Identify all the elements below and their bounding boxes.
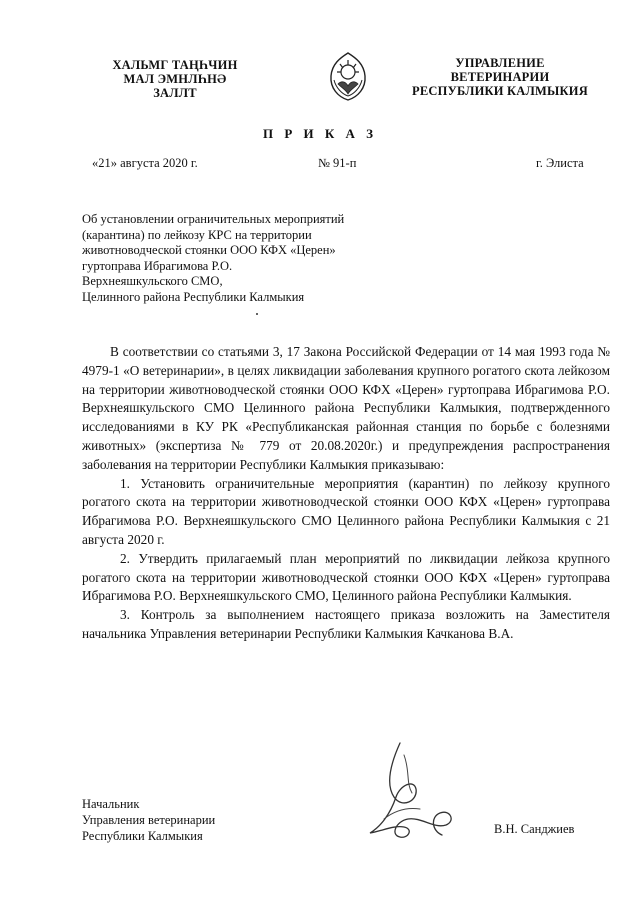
header-right-line-1: УПРАВЛЕНИЕ	[455, 56, 545, 70]
body-item-1: 1. Установить ограничительные мероприятия (карантин) по лейкозу крупного рогатого скота на территории животноводческой стоянки ООО КФХ «Церен» гуртоправа Ибрагимова Р.О. Верхнеяшкульского СМО Целинного района Республики Калмыкия с 21 августа 2020 г.	[82, 475, 610, 547]
document-title: П Р И К А З	[262, 126, 378, 141]
subject-line: (карантина) по лейкозу КРС на территории	[82, 227, 312, 242]
header-right-line-2: ВЕТЕРИНАРИИ	[450, 70, 550, 84]
order-body	[82, 343, 610, 644]
kalmykia-coat-of-arms-icon	[326, 50, 370, 102]
position-line: Начальник	[82, 797, 140, 811]
position-line: Республики Калмыкия	[82, 829, 203, 843]
order-date: «21» августа 2020 г.	[92, 156, 198, 170]
header-right-line-3: РЕСПУБЛИКИ КАЛМЫКИЯ	[412, 84, 588, 98]
header-right-russian	[392, 56, 608, 98]
order-city: г. Элиста	[536, 156, 584, 170]
body-intro-paragraph: В соответствии со статьями 3, 17 Закона Российской Федерации от 14 мая 1993 года № 4979-1 «О ветеринарии», в целях ликвидации заболевания крупного рогатого скота лейкозом на территории животноводческой стоянки ООО КФХ «Церен» гуртоправа Ибрагимова Р.О. Верхнеяшкульского СМО Целинного района Республики Калмыкия, подтвержденного исследованиями в КУ РК «Республиканская районная станция по борьбе с болезнями животных» (экспертиза № 779 от 20.08.2020г.) и предупреждения распространения заболевания на территории Республики Калмыкия приказываю:	[82, 344, 610, 472]
subject-line: Об установлении ограничительных мероприятий	[82, 212, 345, 226]
subject-line: Верхнеяшкульского СМО,	[82, 274, 223, 288]
order-number: № 91-п	[318, 156, 357, 170]
header-left-line-1: ХАЛЬМГ ТАҢҺЧИН	[112, 58, 238, 72]
header-left-kalmyk	[100, 58, 250, 100]
subject-line: гуртоправа Ибрагимова Р.О.	[82, 258, 233, 273]
header-left-line-3: ЗАЛЛТ	[153, 86, 197, 100]
signatory-position	[82, 796, 215, 844]
position-line: Управления ветеринарии	[82, 813, 216, 827]
subject-line: животноводческой стоянки ООО КФХ «Церен»	[82, 243, 336, 257]
body-item-3: 3. Контроль за выполнением настоящего приказа возложить на Заместителя начальника Управления ветеринарии Республики Калмыкия Качканова В.А.	[82, 607, 610, 641]
subject-line: Целинного района Республики Калмыкия	[82, 289, 305, 304]
handwritten-signature-icon	[360, 735, 470, 845]
body-item-2: 2. Утвердить прилагаемый план мероприятий по ликвидации лейкоза крупного рогатого скота на территории животноводческой стоянки ООО КФХ «Церен» гуртоправа Ибрагимова Р.О. Верхнеяшкульского СМО, Целинного района Республики Калмыкия.	[82, 550, 610, 604]
stray-mark	[256, 313, 258, 315]
header-left-line-2: МАЛ ЭМНЛҺНӘ	[123, 72, 227, 86]
signatory-name: В.Н. Санджиев	[494, 822, 575, 836]
order-subject	[82, 212, 344, 305]
